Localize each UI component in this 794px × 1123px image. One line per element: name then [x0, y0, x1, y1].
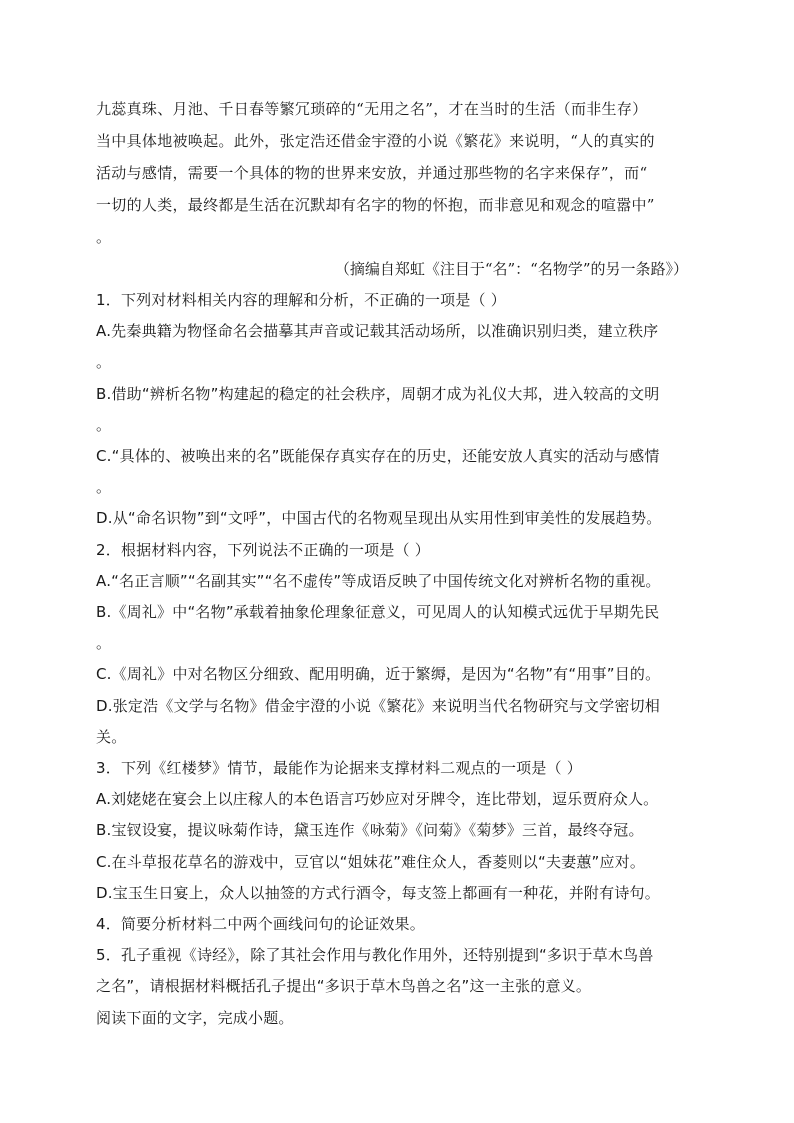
passage-line: 一切的人类，最终都是生活在沉默却有名字的物的怀抱，而非意见和观念的喧嚣中” — [96, 196, 655, 214]
passage-line: 。 — [96, 228, 112, 246]
question-1-option-c-cont: 。 — [96, 478, 112, 497]
question-3-option-d: D.宝玉生日宴上，众人以抽签的方式行酒令，每支签上都画有一种花，并附有诗句。 — [96, 883, 660, 902]
question-2-option-c: C.《周礼》中对名物区分细致、配用明确，近于繁缛，是因为“名物”有“用事”目的。 — [96, 665, 661, 684]
question-2-option-d-cont: 关。 — [96, 727, 127, 746]
question-5-stem: 5．孔子重视《诗经》，除了其社会作用与教化作用外，还特别提到“多识于草木鸟兽 — [96, 946, 654, 965]
document-page — [96, 93, 696, 1034]
question-1-option-d: D.从“命名识物”到“文呼”，中国古代的名物观呈现出从实用性到审美性的发展趋势。 — [96, 509, 662, 528]
passage-excerpt — [96, 93, 696, 253]
passage-line: 九蕊真珠、月池、千日春等繁冗琐碎的“无用之名”，才在当时的生活（而非生存） — [96, 100, 648, 118]
question-3-option-c: C.在斗草报花草名的游戏中，豆官以“姐妹花”难住众人，香菱则以“夫妻蕙”应对。 — [96, 852, 646, 871]
question-1-option-a: A.先秦典籍为物怪命名会描摹其声音或记载其活动场所，以准确识别归类，建立秩序 — [96, 322, 659, 341]
question-1-option-c: C.“具体的、被唤出来的名”既能保存真实存在的历史，还能安放人真实的活动与感情 — [96, 447, 660, 466]
question-1-option-a-cont: 。 — [96, 353, 112, 372]
question-3-option-b: B.宝钗设宴，提议咏菊作诗，黛玉连作《咏菊》《问菊》《菊梦》三首，最终夺冠。 — [96, 821, 644, 840]
passage-line: 活动与感情，需要一个具体的物的世界来安放，并通过那些物的名字来保存”，而“ — [96, 164, 648, 182]
question-list — [96, 285, 696, 1034]
question-1-option-b-cont: 。 — [96, 415, 112, 434]
source-citation: （摘编自郑虹《注目于“名”：“名物学”的另一条路》） — [334, 260, 688, 278]
question-2-option-a: A.“名正言顺”“名副其实”“名不虚传”等成语反映了中国传统文化对辨析名物的重视。 — [96, 571, 661, 590]
passage-line: 当中具体地被唤起。此外，张定浩还借金宇澄的小说《繁花》来说明，“人的真实的 — [96, 132, 655, 150]
question-2-option-d: D.张定浩《文学与名物》借金宇澄的小说《繁花》来说明当代名物研究与文学密切相 — [96, 696, 660, 715]
question-4-stem: 4．简要分析材料二中两个画线问句的论证效果。 — [96, 915, 425, 934]
question-2-stem: 2．根据材料内容，下列说法不正确的一项是（ ） — [96, 540, 430, 559]
question-2-option-b-cont: 。 — [96, 634, 112, 653]
question-2-option-b: B.《周礼》中“名物”承载着抽象伦理象征意义，可见周人的认知模式远优于早期先民 — [96, 603, 660, 622]
question-5-stem-cont: 之名”，请根据材料概括孔子提出“多识于草木鸟兽之名”这一主张的意义。 — [96, 977, 592, 996]
question-1-stem: 1．下列对材料相关内容的理解和分析，不正确的一项是（ ） — [96, 291, 506, 309]
reading-instruction: 阅读下面的文字，完成小题。 — [96, 1008, 294, 1027]
question-3-stem: 3．下列《红楼梦》情节，最能作为论据来支撑材料二观点的一项是（ ） — [96, 759, 582, 778]
question-3-option-a: A.刘姥姥在宴会上以庄稼人的本色语言巧妙应对牙牌令，连比带划，逗乐贾府众人。 — [96, 790, 659, 809]
question-1-option-b: B.借助“辨析名物”构建起的稳定的社会秩序，周朝才成为礼仪大邦，进入较高的文明 — [96, 384, 660, 403]
